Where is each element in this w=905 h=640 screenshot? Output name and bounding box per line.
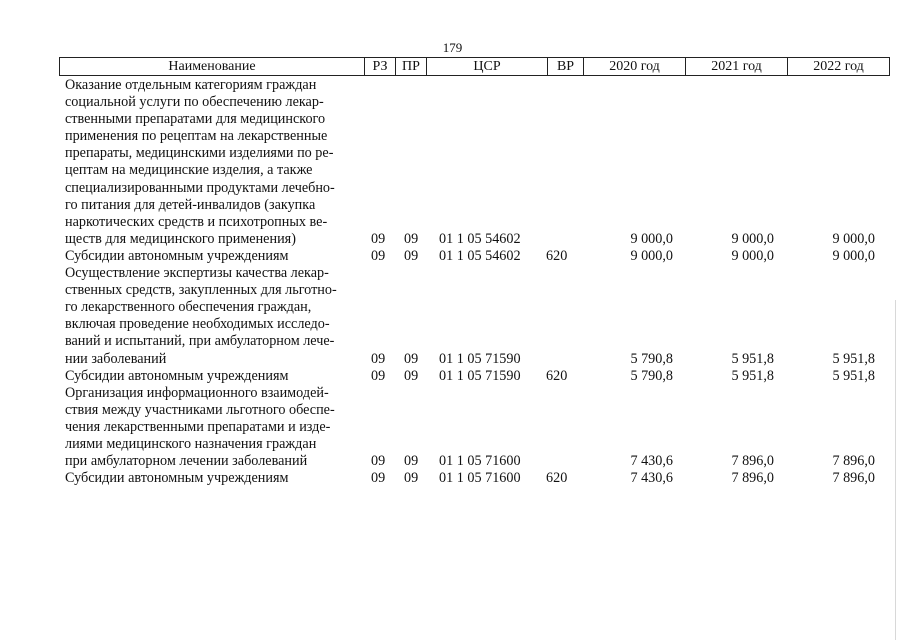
row-name-line: Осуществление экспертизы качества лекар- xyxy=(65,265,329,282)
cell-y2022: 7 896,0 xyxy=(832,453,875,470)
page-edge-line xyxy=(895,300,896,640)
cell-y2021: 9 000,0 xyxy=(731,248,774,264)
header-2022: 2022 год xyxy=(788,58,890,76)
row-name-line: ствия между участниками льготного обеспе- xyxy=(65,401,335,418)
row-name-line: при амбулаторном лечении заболеваний xyxy=(65,453,308,470)
row-name xyxy=(65,265,357,368)
table-row xyxy=(0,265,905,368)
row-name-line: Организация информационного взаимодей- xyxy=(65,384,329,401)
row-name-line: ществ для медицинского применения) xyxy=(65,230,296,247)
header-rz: РЗ xyxy=(365,58,396,76)
row-name-line: чения лекарственными препаратами и изде- xyxy=(65,418,331,435)
cell-pr: 09 xyxy=(404,248,419,264)
row-name xyxy=(65,385,357,470)
cell-vr: 620 xyxy=(546,470,568,487)
cell-rz: 09 xyxy=(371,350,386,367)
cell-csr: 01 1 05 71600 xyxy=(439,453,521,470)
header-2020: 2020 год xyxy=(584,58,686,76)
cell-csr: 01 1 05 54602 xyxy=(439,248,521,264)
cell-y2020: 5 790,8 xyxy=(630,350,673,367)
row-name-line: включая проведение необходимых исследо- xyxy=(65,316,330,333)
row-name-line: Субсидии автономным учреждениям xyxy=(65,248,289,264)
row-name-line: Оказание отдельным категориям граждан xyxy=(65,77,317,93)
cell-y2021: 9 000,0 xyxy=(731,230,774,247)
row-name-line: Субсидии автономным учреждениям xyxy=(65,470,289,487)
row-name-line: ственных средств, закупленных для льготно- xyxy=(65,282,337,299)
cell-y2020: 7 430,6 xyxy=(630,470,673,487)
row-name-line: го лекарственного обеспечения граждан, xyxy=(65,299,312,316)
row-name-line: применения по рецептам на лекарственные xyxy=(65,128,328,145)
table-row xyxy=(0,248,905,265)
cell-y2020: 9 000,0 xyxy=(630,248,673,264)
table-row xyxy=(0,77,905,248)
row-name-line: специализированными продуктами лечебно- xyxy=(65,179,335,196)
cell-pr: 09 xyxy=(404,470,419,487)
header-csr: ЦСР xyxy=(427,58,548,76)
cell-y2021: 5 951,8 xyxy=(731,350,774,367)
header-pr: ПР xyxy=(396,58,427,76)
row-name xyxy=(65,248,357,265)
row-name-line: ственными препаратами для медицинского xyxy=(65,111,326,128)
cell-rz: 09 xyxy=(371,230,386,247)
table-row xyxy=(0,470,905,487)
row-name-line: нии заболеваний xyxy=(65,350,167,367)
row-name-line: социальной услуги по обеспечению лекар- xyxy=(65,94,324,111)
cell-y2020: 7 430,6 xyxy=(630,453,673,470)
cell-pr: 09 xyxy=(404,350,419,367)
cell-vr: 620 xyxy=(546,248,568,264)
header-2021: 2021 год xyxy=(686,58,788,76)
row-name-line: лиями медицинского назначения граждан xyxy=(65,436,317,453)
row-name-line: цептам на медицинские изделия, а также xyxy=(65,162,313,179)
cell-rz: 09 xyxy=(371,453,386,470)
cell-vr: 620 xyxy=(546,367,568,384)
cell-y2021: 7 896,0 xyxy=(731,453,774,470)
cell-csr: 01 1 05 71590 xyxy=(439,350,521,367)
cell-rz: 09 xyxy=(371,367,386,384)
cell-y2020: 9 000,0 xyxy=(630,230,673,247)
cell-pr: 09 xyxy=(404,453,419,470)
cell-rz: 09 xyxy=(371,248,386,264)
cell-csr: 01 1 05 71590 xyxy=(439,367,521,384)
header-vr: ВР xyxy=(548,58,584,76)
page-number: 179 xyxy=(442,40,463,55)
row-name-line: Субсидии автономным учреждениям xyxy=(65,367,289,384)
cell-y2022: 5 951,8 xyxy=(832,350,875,367)
row-name xyxy=(65,77,357,248)
cell-rz: 09 xyxy=(371,470,386,487)
table-header xyxy=(59,57,890,76)
row-name-line: препараты, медицинскими изделиями по ре- xyxy=(65,145,334,162)
cell-csr: 01 1 05 71600 xyxy=(439,470,521,487)
cell-y2021: 5 951,8 xyxy=(731,367,774,384)
table-row xyxy=(0,385,905,471)
table-body xyxy=(0,77,905,487)
cell-y2022: 9 000,0 xyxy=(832,230,875,247)
cell-csr: 01 1 05 54602 xyxy=(439,230,521,247)
cell-y2022: 5 951,8 xyxy=(832,367,875,384)
row-name-line: го питания для детей-инвалидов (закупка xyxy=(65,196,316,213)
cell-pr: 09 xyxy=(404,367,419,384)
cell-pr: 09 xyxy=(404,230,419,247)
cell-y2022: 7 896,0 xyxy=(832,470,875,487)
row-name-line: наркотических средств и психотропных ве- xyxy=(65,213,328,230)
row-name-line: ваний и испытаний, при амбулаторном лече- xyxy=(65,333,335,350)
table-row xyxy=(0,368,905,385)
row-name xyxy=(65,470,357,487)
cell-y2021: 7 896,0 xyxy=(731,470,774,487)
cell-y2020: 5 790,8 xyxy=(630,367,673,384)
cell-y2022: 9 000,0 xyxy=(832,248,875,264)
row-name xyxy=(65,368,357,385)
header-name: Наименование xyxy=(60,58,365,76)
